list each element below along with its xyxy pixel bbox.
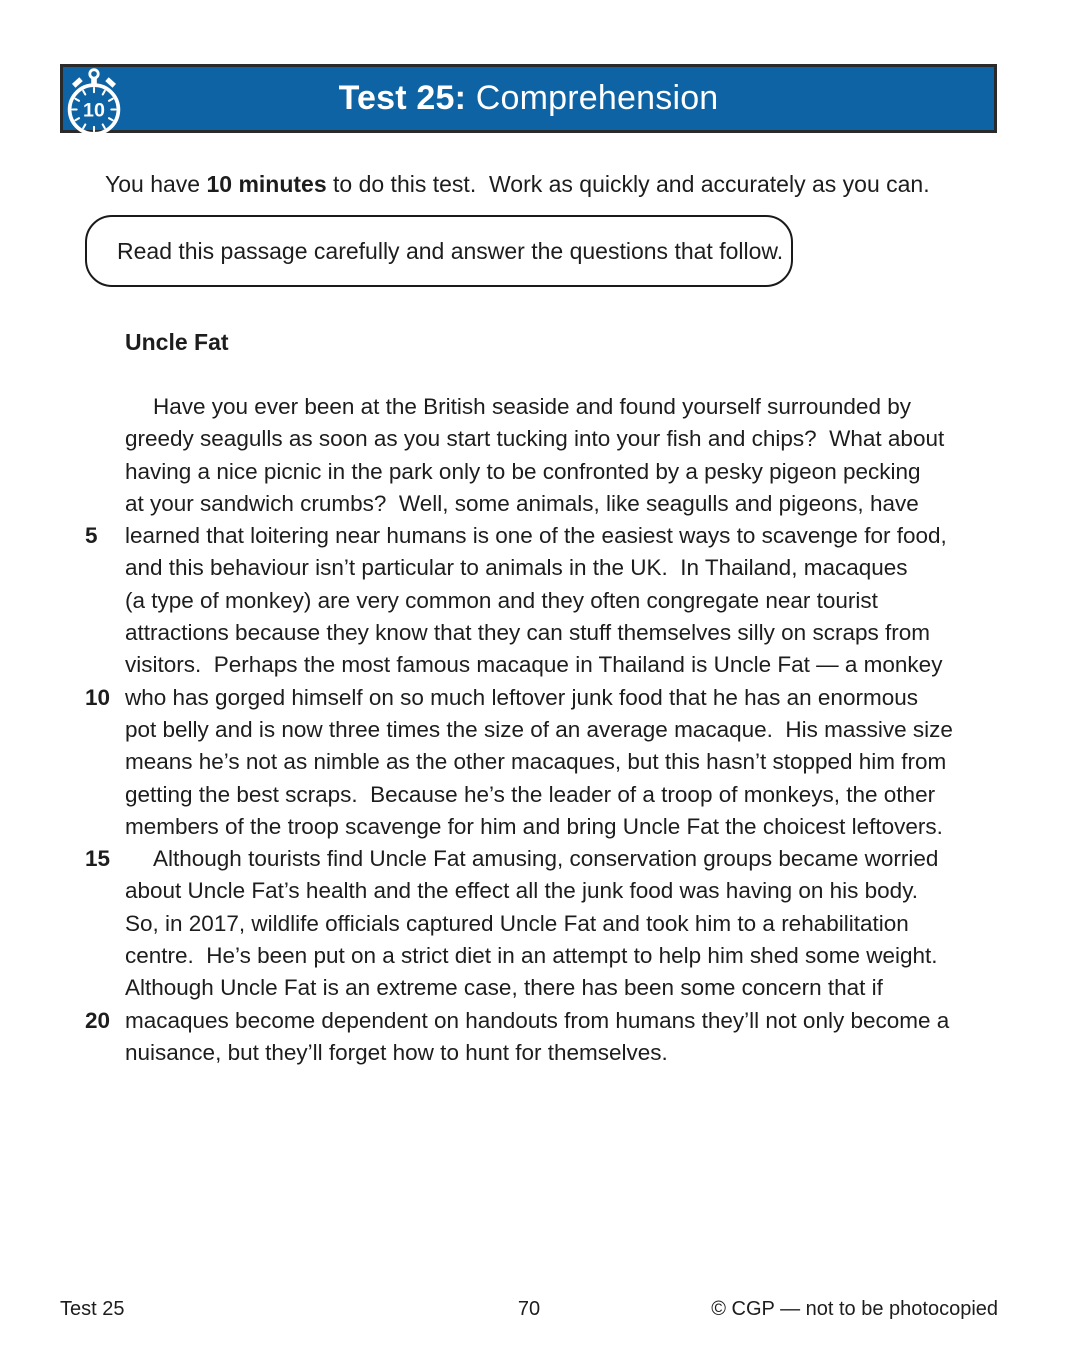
line-number bbox=[80, 1037, 125, 1069]
passage-line bbox=[80, 649, 1020, 681]
line-number bbox=[80, 811, 125, 843]
passage-line bbox=[80, 972, 1020, 1004]
stopwatch-timer-icon bbox=[64, 66, 124, 138]
line-number: 20 bbox=[85, 1007, 111, 1033]
passage-text: greedy seagulls as soon as you start tucking into your fish and chips? What about bbox=[125, 426, 945, 452]
passage-line bbox=[80, 714, 1020, 746]
passage-line bbox=[80, 488, 1020, 520]
passage-text: nuisance, but they’ll forget how to hunt for themselves. bbox=[125, 1039, 668, 1065]
passage-line bbox=[80, 617, 1020, 649]
passage-text: members of the troop scavenge for him and bring Uncle Fat the choicest leftovers. bbox=[125, 813, 943, 839]
intro-text bbox=[105, 171, 930, 198]
footer-copyright: © CGP — not to be photocopied bbox=[711, 1298, 999, 1320]
line-number bbox=[80, 714, 125, 746]
page-title bbox=[339, 79, 719, 118]
line-number bbox=[80, 649, 125, 681]
passage-line bbox=[80, 456, 1020, 488]
page-title-test-number: Test 25: bbox=[338, 79, 467, 117]
intro-pre: You have bbox=[105, 171, 207, 197]
line-number bbox=[80, 488, 125, 520]
passage-text: Although tourists find Uncle Fat amusing, conservation groups became worried bbox=[153, 846, 939, 872]
line-number bbox=[80, 875, 125, 907]
passage-line bbox=[80, 908, 1020, 940]
stopwatch-minutes-label: 10 bbox=[83, 99, 105, 122]
passage-line bbox=[80, 843, 1020, 875]
line-number bbox=[80, 391, 125, 423]
passage-text: means he’s not as nimble as the other macaques, but this hasn’t stopped him from bbox=[125, 749, 947, 775]
footer-test-label: Test 25 bbox=[60, 1298, 125, 1320]
line-number: 10 bbox=[85, 684, 111, 710]
line-number bbox=[80, 746, 125, 778]
passage-line bbox=[80, 682, 1020, 714]
passage bbox=[80, 391, 1020, 1069]
footer-page-number: 70 bbox=[517, 1298, 541, 1320]
passage-text: macaques become dependent on handouts from humans they’ll not only become a bbox=[125, 1007, 950, 1033]
passage-text: So, in 2017, wildlife officials captured Uncle Fat and took him to a rehabilitation bbox=[125, 910, 909, 936]
line-number: 15 bbox=[85, 846, 111, 872]
passage-line bbox=[80, 552, 1020, 584]
line-number bbox=[80, 585, 125, 617]
line-number bbox=[80, 423, 125, 455]
passage-line bbox=[80, 1005, 1020, 1037]
passage-line bbox=[80, 585, 1020, 617]
passage-line bbox=[80, 779, 1020, 811]
passage-title: Uncle Fat bbox=[125, 329, 229, 355]
passage-text: getting the best scraps. Because he’s the leader of a troop of monkeys, the other bbox=[125, 781, 936, 807]
passage-line bbox=[80, 423, 1020, 455]
line-number bbox=[80, 972, 125, 1004]
line-number bbox=[80, 940, 125, 972]
passage-text: at your sandwich crumbs? Well, some animals, like seagulls and pigeons, have bbox=[125, 490, 919, 516]
line-number bbox=[80, 908, 125, 940]
passage-text: Have you ever been at the British seaside and found yourself surrounded by bbox=[153, 394, 911, 419]
line-number: 5 bbox=[85, 523, 98, 549]
passage-text: learned that loitering near humans is one of the easiest ways to scavenge for food, bbox=[125, 523, 947, 549]
passage-text: pot belly and is now three times the size of an average macaque. His massive size bbox=[125, 716, 953, 742]
passage-text: (a type of monkey) are very common and they often congregate near tourist bbox=[125, 587, 878, 613]
passage-line bbox=[80, 875, 1020, 907]
passage-line bbox=[80, 391, 1020, 423]
intro-time-limit: 10 minutes bbox=[206, 171, 327, 197]
passage-line bbox=[80, 520, 1020, 552]
page-footer bbox=[60, 1298, 998, 1321]
page-title-subject: Comprehension bbox=[466, 79, 719, 117]
line-number bbox=[80, 552, 125, 584]
passage-text: who has gorged himself on so much leftover junk food that he has an enormous bbox=[125, 684, 918, 710]
line-number bbox=[80, 617, 125, 649]
line-number bbox=[80, 456, 125, 488]
passage-text: visitors. Perhaps the most famous macaque in Thailand is Uncle Fat — a monkey bbox=[125, 652, 943, 678]
passage-text: and this behaviour isn’t particular to animals in the UK. In Thailand, macaques bbox=[125, 555, 908, 581]
instruction-box bbox=[85, 215, 793, 287]
passage-line bbox=[80, 940, 1020, 972]
passage-line bbox=[80, 1037, 1020, 1069]
passage-text: having a nice picnic in the park only to be confronted by a pesky pigeon pecking bbox=[125, 458, 921, 484]
passage-text: attractions because they know that they can stuff themselves silly on scraps from bbox=[125, 620, 930, 646]
test-banner bbox=[60, 64, 997, 133]
passage-text: centre. He’s been put on a strict diet in an attempt to help him shed some weight. bbox=[125, 943, 938, 969]
line-number bbox=[80, 779, 125, 811]
passage-line bbox=[80, 811, 1020, 843]
passage-text: Although Uncle Fat is an extreme case, there has been some concern that if bbox=[125, 975, 883, 1001]
intro-post: to do this test. Work as quickly and accurately as you can. bbox=[326, 171, 930, 197]
passage-text: about Uncle Fat’s health and the effect all the junk food was having on his body. bbox=[125, 878, 919, 904]
instruction-text: Read this passage carefully and answer the questions that follow. bbox=[117, 237, 784, 264]
passage-line bbox=[80, 746, 1020, 778]
